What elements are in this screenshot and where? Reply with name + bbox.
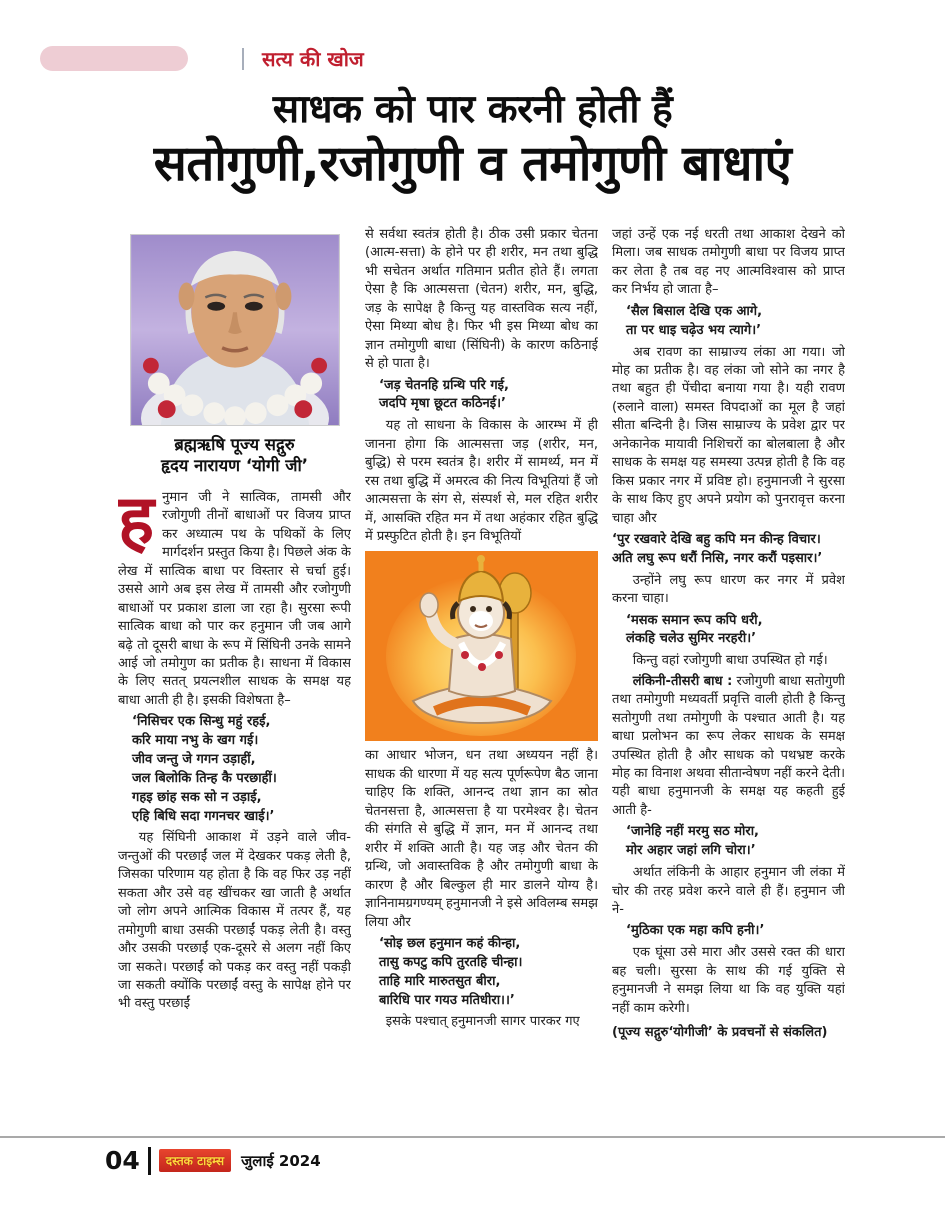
section-label: सत्य की खोज	[262, 47, 364, 71]
paragraph: उन्होंने लघु रूप धारण कर नगर में प्रवेश करना चाहा।	[612, 572, 845, 607]
paragraph: जहां उन्हें एक नई धरती तथा आकाश देखने को मिला। जब साधक तमोगुणी बाधा पर विजय प्राप्त कर लेता है तब वह नए आत्मविश्वास को प्राप्त कर निर्भय हो जाता है–	[612, 227, 845, 298]
verse-line: जल बिलोकि तिन्ह कै परछाहीं।	[132, 770, 277, 786]
headline-block	[0, 88, 945, 191]
paragraph: से सर्वथा स्वतंत्र होती है। ठीक उसी प्रकार चेतना (आत्म-सत्ता) के होने पर ही शरीर, मन तथा बुद्धि भी सचेतन अर्थात गतिमान प्रतीत होते हैं। लगता ऐसा है कि आत्मसत्ता (चेतन) शरीर, मन, बुद्धि, जड़ के सापेक्ष है किन्तु यह वास्तविक सत्य नहीं, ऐसा मिथ्या बोध है। फिर भी इस मिथ्या बोध का ज्ञान तमोगुणी बाधा (सिंघिनी) के कारण कठिनाई से हो पाता है।	[365, 227, 598, 372]
verse-block	[379, 935, 598, 1010]
verse-line: ‘जानेहि नहीं मरमु सठ मोरा,	[626, 824, 759, 840]
verse-line: बारिधि पार गयउ मतिधीरा।।’	[379, 992, 515, 1008]
verse-line: ताहि मारि मारुतसुत बीरा,	[379, 973, 501, 989]
column-2	[365, 226, 598, 1128]
photo-caption-line2: हृदय नारायण ‘योगी जी’	[160, 456, 309, 476]
column-1	[118, 226, 351, 1128]
verse-block	[626, 612, 845, 650]
paragraph-text: रजोगुणी बाधा सतोगुणी तथा तमोगुणी मध्यवर्ती प्रवृत्ति वाली होती है किन्तु सतोगुणी तथा तमोगुणी के पश्चात आती है। यह बाधा प्रलोभन का रूप लेकर साधक के समक्ष उपस्थित होती है और साधक को पथभ्रष्ट करके मोह का विनाश अथवा सीतान्वेषण नहीं करने देती। यही बाधा हनुमानजी के समक्ष यह कहती हुई आती है-	[612, 673, 845, 818]
verse-line: ‘निसिचर एक सिन्धु महुं रहई,	[132, 714, 271, 730]
verse-line: जदपि मृषा छूटत कठिनई।’	[379, 396, 506, 412]
page-kicker	[40, 45, 364, 72]
verse-line: लंकहि चलेउ सुमिर नरहरी।’	[626, 631, 757, 647]
page-number: 04	[105, 1146, 140, 1175]
paragraph: का आधार भोजन, धन तथा अध्ययन नहीं है। साधक की धारणा में यह सत्य पूर्णरूपेण बैठ जाना चाहिए कि शक्ति, आनन्द तथा ज्ञान का स्रोत चेतनसत्ता है, आत्मसत्ता है या परमेश्वर है। चेतन की संगति से बुद्धि में ज्ञान, मन में आनन्द तथा शरीर में शक्ति आती है। यह जड़ और चेतन की ग्रन्थि, जो अवास्तविक है और तमोगुणी बाधा के कारण है और बिल्कुल ही मार डालने योग्य है। ज्ञानिनामग्रगण्यम् हनुमानजी ने इसे अविलम्ब समझ लिया और	[365, 748, 598, 930]
verse-line: गहइ छांह सक सो न उड़ाई,	[132, 789, 262, 805]
verse-block	[379, 377, 598, 415]
kicker-pill-shape	[40, 46, 188, 71]
article-credit: (पूज्य सद्गुरु‘योगीजी’ के प्रवचनों से संकलित)	[612, 1025, 828, 1041]
guru-portrait-photo	[130, 234, 340, 426]
verse-line: एहि बिधि सदा गगनचर खाई।’	[132, 808, 275, 824]
verse-line: ‘सोइ छल हनुमान कहं कीन्हा,	[379, 936, 521, 952]
paragraph	[612, 673, 845, 821]
verse-line: तासु कपटु कपि तुरतहि चीन्हा।	[379, 954, 523, 970]
paragraph: किन्तु वहां रजोगुणी बाधा उपस्थित हो गई।	[632, 653, 828, 669]
verse-block	[626, 922, 845, 941]
subhead-lead: लंकिनी-तीसरी बाध :	[632, 673, 733, 689]
paragraph: यह तो साधना के विकास के आरम्भ में ही जानना होगा कि आत्मसत्ता जड़ (शरीर, मन, बुद्धि) से परम स्वतंत्र है। शरीर में सामर्थ्य, मन में रस तथा बुद्धि में अमरत्व की नित्य विभूतियां हैं जो आत्मसत्ता के संग से, संस्पर्श से, मल रहित शरीर में, आसक्ति रहित मन में तथा अहंकार रहित बुद्धि में प्रस्फुटित होती है। इन विभूतियों	[365, 418, 598, 545]
verse-block	[612, 531, 845, 569]
verse-line: जीव जन्तु जे गगन उड़ाहीं,	[132, 752, 256, 767]
page-footer	[105, 1146, 321, 1175]
footer-rule	[0, 1136, 945, 1138]
verse-line: करि माया नभु के खग गई।	[132, 733, 259, 749]
footer-divider-bar	[148, 1147, 151, 1175]
verse-block	[626, 303, 845, 341]
verse-line: मोर अहार जहां लगि चोरा।’	[626, 843, 756, 859]
verse-line: ‘मसक समान रूप कपि धरी,	[626, 612, 763, 628]
paragraph: इसके पश्चात् हनुमानजी सागर पारकर गए	[385, 1014, 580, 1030]
verse-line: ‘जड़ चेतनहि ग्रन्थि परि गई,	[379, 377, 509, 393]
column-3	[612, 226, 845, 1128]
hanuman-image	[365, 551, 598, 741]
headline-line1: साधक को पार करनी होती हैं	[272, 87, 673, 132]
paragraph	[118, 480, 351, 710]
drop-cap: ह	[118, 480, 155, 560]
verse-line: ता पर धाइ चढ़ेउ भय त्यागे।’	[626, 322, 762, 338]
verse-line: ‘मुठिका एक महा कपि हनी।’	[626, 923, 765, 939]
verse-block	[626, 823, 845, 861]
paragraph: एक घूंसा उसे मारा और उससे रक्त की धारा बह चली। सुरसा के साथ की गई युक्ति से हनुमानजी ने समझ लिया था कि वह युक्ति यहां नहीं काम करेगी।	[612, 945, 845, 1016]
paragraph: अब रावण का साम्राज्य लंका आ गया। जो मोह का प्रतीक है। वह लंका जो सोने का नगर है तथा बहुत ही पेंचीदा बनाया गया है। यही रावण (रुलाने वाला) समस्त विपदाओं का मूल है जहां सीता बन्दिनी है। जिस साम्राज्य के प्रवेश द्वार पर अनेकानेक मायावी निशिचरों का बोलबाला है और साधक के समक्ष यह समस्या उत्पन्न होती है कि वह किस प्रकार नगर में प्रविष्ट हो। हनुमानजी ने सुरसा के साथ किए हुए अपने प्रयोग को पुनरावृत्त करना चाहा और	[612, 344, 845, 526]
paragraph: अर्थात लंकिनी के आहार हनुमान जी लंका में चोर की तरह प्रवेश करने वाले ही हैं। हनुमान जी ने-	[612, 865, 845, 917]
paragraph: यह सिंघिनी आकाश में उड़ने वाले जीव-जन्तुओं की परछाईं जल में देखकर पकड़ लेती है, जिसका परिणाम यह होता है कि वह फिर उड़ नहीं सकता और उसे वह खींचकर खा जाती है अर्थात जो लोग अपने आत्मिक विकास में तत्पर हैं, यह तमोगुणी बाधा उसकी परछाईं पकड़ लेती है। वस्तु और उसकी परछाईं एक-दूसरे से अलग नहीं किए जा सकते। परछाईं को पकड़ कर वस्तु नहीं पकड़ी जा सकती क्योंकि परछाईं वस्तु के सापेक्ष होने पर भी वस्तु परछाईं	[118, 830, 351, 1012]
photo-caption	[118, 434, 351, 477]
verse-block	[132, 713, 351, 826]
article-columns	[118, 226, 845, 1128]
magazine-logo: दस्तक टाइम्स	[159, 1149, 231, 1172]
kicker-divider	[242, 48, 244, 70]
headline-line2: सतोगुणी,रजोगुणी व तमोगुणी बाधाएं	[153, 134, 792, 192]
issue-date: जुलाई 2024	[241, 1151, 321, 1170]
verse-line: अति लघु रूप धरौं निसि, नगर करौं पइसार।’	[612, 550, 823, 566]
verse-line: ‘पुर रखवारे देखि बहु कपि मन कीन्ह विचार।	[612, 532, 821, 548]
photo-caption-line1: ब्रह्मऋषि पूज्य सद्गुरु	[174, 435, 295, 454]
verse-line: ‘सैल बिसाल देखि एक आगे,	[626, 303, 763, 319]
paragraph-text: नुमान जी ने सात्विक, तामसी और रजोगुणी तीनों बाधाओं पर विजय प्राप्त कर अध्यात्म पथ के पथिकों के लिए मार्गदर्शन प्रस्तुत किया है। पिछले अंक के लेख में सात्विक बाधा पर विस्तार से चर्चा हुई। उससे आगे अब इस लेख में तामसी और रजोगुणी बाधाओं पर प्रकाश डाला जा रहा है। सुरसा रूपी सात्विक बाधा को पार कर हनुमान जी जब आगे बढ़े तो दूसरी बाधा के रूप में सिंघिनी उनके सामने आई जो तमोगुण का प्रतीक है। साधना में विकास के लिए सतत् प्रयत्नशील साधक के समक्ष यह बाधा आती ही है। इसकी विशेषता है–	[118, 489, 351, 708]
